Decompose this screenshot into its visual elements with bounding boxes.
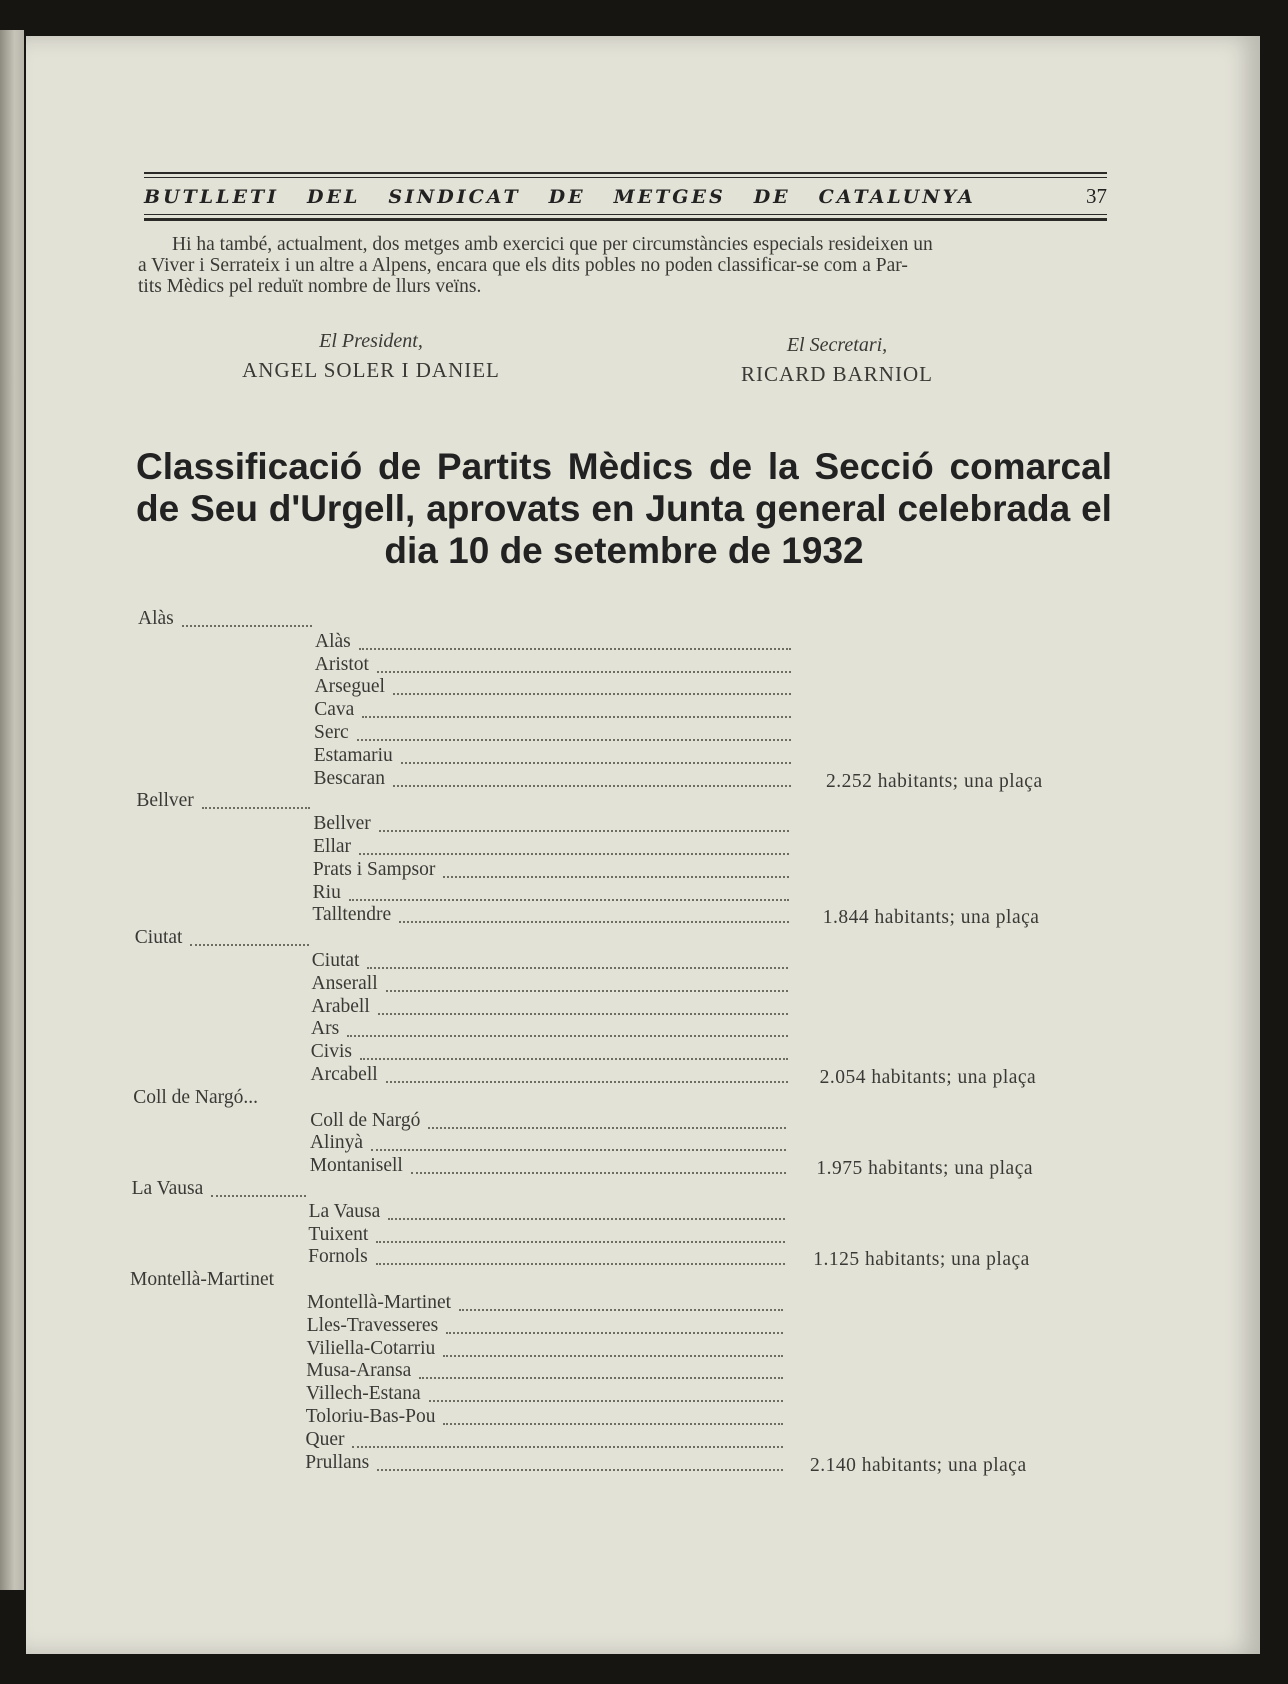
dot-leader <box>388 1218 784 1220</box>
habitants-summary: 1.125 habitants; una plaça <box>813 1249 1030 1271</box>
dot-leader <box>347 1035 788 1037</box>
header-word: BUTLLETI <box>144 186 279 208</box>
dot-leader <box>393 785 791 787</box>
poble-name: Estamariu <box>313 744 393 766</box>
intro-line: Hi ha també, actualment, dos metges amb exercici que per circumstàncies especials resideixen un <box>172 234 933 255</box>
header-word: DE <box>548 186 586 208</box>
dot-leader <box>378 1013 788 1015</box>
poble-name: Quer <box>305 1428 345 1450</box>
poble-name: Alàs <box>315 630 351 652</box>
title-word: aprovats <box>426 488 581 529</box>
title-word: de <box>708 446 753 487</box>
poble-name: Alinyà <box>309 1132 364 1154</box>
poble-name: Cava <box>314 699 355 721</box>
dot-leader <box>359 648 791 650</box>
partit-name: La Vausa <box>131 1178 204 1199</box>
title-line-3: dia 10 de setembre de 1932 <box>384 530 864 571</box>
title-word: Classificació <box>136 446 363 487</box>
dot-leader <box>376 1241 784 1243</box>
poble-name: Prullans <box>305 1451 370 1473</box>
poble-name: Bellver <box>313 813 371 835</box>
document-page <box>26 36 1260 1654</box>
dot-leader <box>443 1355 783 1357</box>
dot-leader <box>349 899 790 901</box>
poble-name: Montanisell <box>309 1155 403 1177</box>
title-line-2 <box>136 488 1112 530</box>
dot-leader <box>379 830 790 832</box>
header-title <box>144 184 1107 209</box>
poble-name: Arseguel <box>314 676 385 698</box>
poble-name: Musa-Aransa <box>306 1360 412 1382</box>
header-word: METGES <box>613 186 726 208</box>
poble-name: Ars <box>311 1018 340 1040</box>
dot-leader <box>443 1423 783 1425</box>
dot-leader <box>367 967 787 969</box>
intro-line: tits Mèdics pel reduït nombre de llurs veïns. <box>138 276 482 297</box>
habitants-summary: 1.975 habitants; una plaça <box>816 1158 1033 1180</box>
dot-leader <box>362 716 791 718</box>
title-word: Partits <box>436 446 553 487</box>
title-word: de <box>136 488 180 529</box>
habitants-summary: 2.252 habitants; una plaça <box>826 770 1043 792</box>
title-word: comarcal <box>949 446 1112 487</box>
poble-name: Toloriu-Bas-Pou <box>305 1406 436 1427</box>
intro-line: a Viver i Serrateix i un altre a Alpens, encara que els dits pobles no poden classificar-se com a Par- <box>138 255 908 276</box>
president-signature <box>216 328 526 386</box>
title-word: de <box>377 446 422 487</box>
intro-paragraph <box>138 234 1110 297</box>
habitants-summary: 2.140 habitants; una plaça <box>810 1454 1027 1476</box>
partit-name: Montellà-Martinet <box>130 1269 275 1291</box>
dot-leader <box>359 853 789 855</box>
title-word: d'Urgell, <box>268 488 416 529</box>
page-number: 37 <box>1086 184 1107 208</box>
title-word: Junta <box>645 488 745 529</box>
dot-leader <box>386 990 788 992</box>
poble-name: Villech-Estana <box>306 1383 421 1405</box>
dot-leader <box>446 1332 783 1334</box>
dot-leader <box>428 1127 786 1129</box>
dot-leader <box>443 876 789 878</box>
dot-leader <box>377 671 791 673</box>
dot-leader <box>429 1400 783 1402</box>
dot-leader <box>399 921 789 923</box>
secretary-signature <box>682 332 992 390</box>
secretary-name: RICARD BARNIOL <box>741 362 933 386</box>
header-rule-top <box>144 172 1107 174</box>
poble-name: Viliella-Cotarriu <box>306 1337 436 1359</box>
title-word: el <box>1081 488 1112 529</box>
dot-leader <box>190 944 308 946</box>
dot-leader <box>182 625 312 627</box>
title-word: Mèdics <box>567 446 694 487</box>
title-word: en <box>591 488 635 529</box>
dot-leader <box>386 1081 788 1083</box>
poble-name: Talltendre <box>312 904 392 926</box>
poble-name: Arabell <box>311 995 370 1017</box>
partit-name: Coll de Nargó... <box>133 1086 258 1108</box>
habitants-summary: 1.844 habitants; una plaça <box>822 907 1040 929</box>
section-title <box>136 446 1112 572</box>
dot-leader <box>376 1263 785 1265</box>
poble-name: Aristot <box>314 653 369 675</box>
poble-name: Prats i Sampsor <box>312 858 436 880</box>
partit-name: Alàs <box>138 608 174 629</box>
dot-leader <box>401 762 791 764</box>
poble-name: Bescaran <box>313 767 385 789</box>
dot-leader <box>357 739 791 741</box>
poble-name: Civis <box>310 1041 352 1063</box>
poble-name: Riu <box>312 881 341 903</box>
poble-name: La Vausa <box>308 1200 381 1222</box>
dot-leader <box>459 1309 783 1311</box>
title-line-1 <box>136 446 1112 488</box>
header-rule-top-thin <box>144 177 1107 178</box>
dot-leader <box>352 1446 783 1448</box>
running-header <box>144 144 1107 234</box>
dot-leader <box>411 1172 786 1174</box>
president-name: ANGEL SOLER I DANIEL <box>242 358 500 382</box>
poble-name: Serc <box>314 722 349 743</box>
title-word: celebrada <box>897 488 1071 529</box>
dot-leader <box>419 1377 783 1379</box>
poble-name: Arcabell <box>310 1064 378 1085</box>
dot-leader <box>202 807 311 809</box>
dot-leader <box>393 693 791 695</box>
dot-leader <box>211 1195 305 1197</box>
poble-name: Tuixent <box>308 1223 369 1245</box>
header-word: CATALUNYA <box>818 186 976 208</box>
header-word: SINDICAT <box>388 186 521 208</box>
partit-name: Ciutat <box>134 927 183 949</box>
header-word: DEL <box>307 186 361 208</box>
dot-leader <box>371 1149 786 1151</box>
president-role: El President, <box>319 330 423 352</box>
title-word: Seu <box>190 488 258 529</box>
poble-name: Montellà-Martinet <box>307 1292 452 1313</box>
poble-name: Coll de Nargó <box>310 1109 421 1131</box>
title-word: general <box>754 488 887 529</box>
poble-name: Fornols <box>308 1246 368 1268</box>
partit-name: Bellver <box>136 790 194 812</box>
secretary-role: El Secretari, <box>786 334 888 356</box>
dot-leader <box>360 1058 788 1060</box>
header-word: DE <box>753 186 791 208</box>
facing-page-edge <box>0 30 24 1590</box>
header-rule-bottom <box>144 218 1107 221</box>
title-word: Secció <box>814 446 934 487</box>
title-word: la <box>767 446 799 487</box>
poble-name: Ellar <box>313 836 352 857</box>
dot-leader <box>377 1469 783 1471</box>
poble-name: Ciutat <box>311 950 360 971</box>
header-rule-bottom-thin <box>144 214 1107 215</box>
poble-name: Anserall <box>311 972 378 994</box>
habitants-summary: 2.054 habitants; una plaça <box>819 1067 1037 1088</box>
poble-name: Lles-Travesseres <box>306 1314 439 1336</box>
